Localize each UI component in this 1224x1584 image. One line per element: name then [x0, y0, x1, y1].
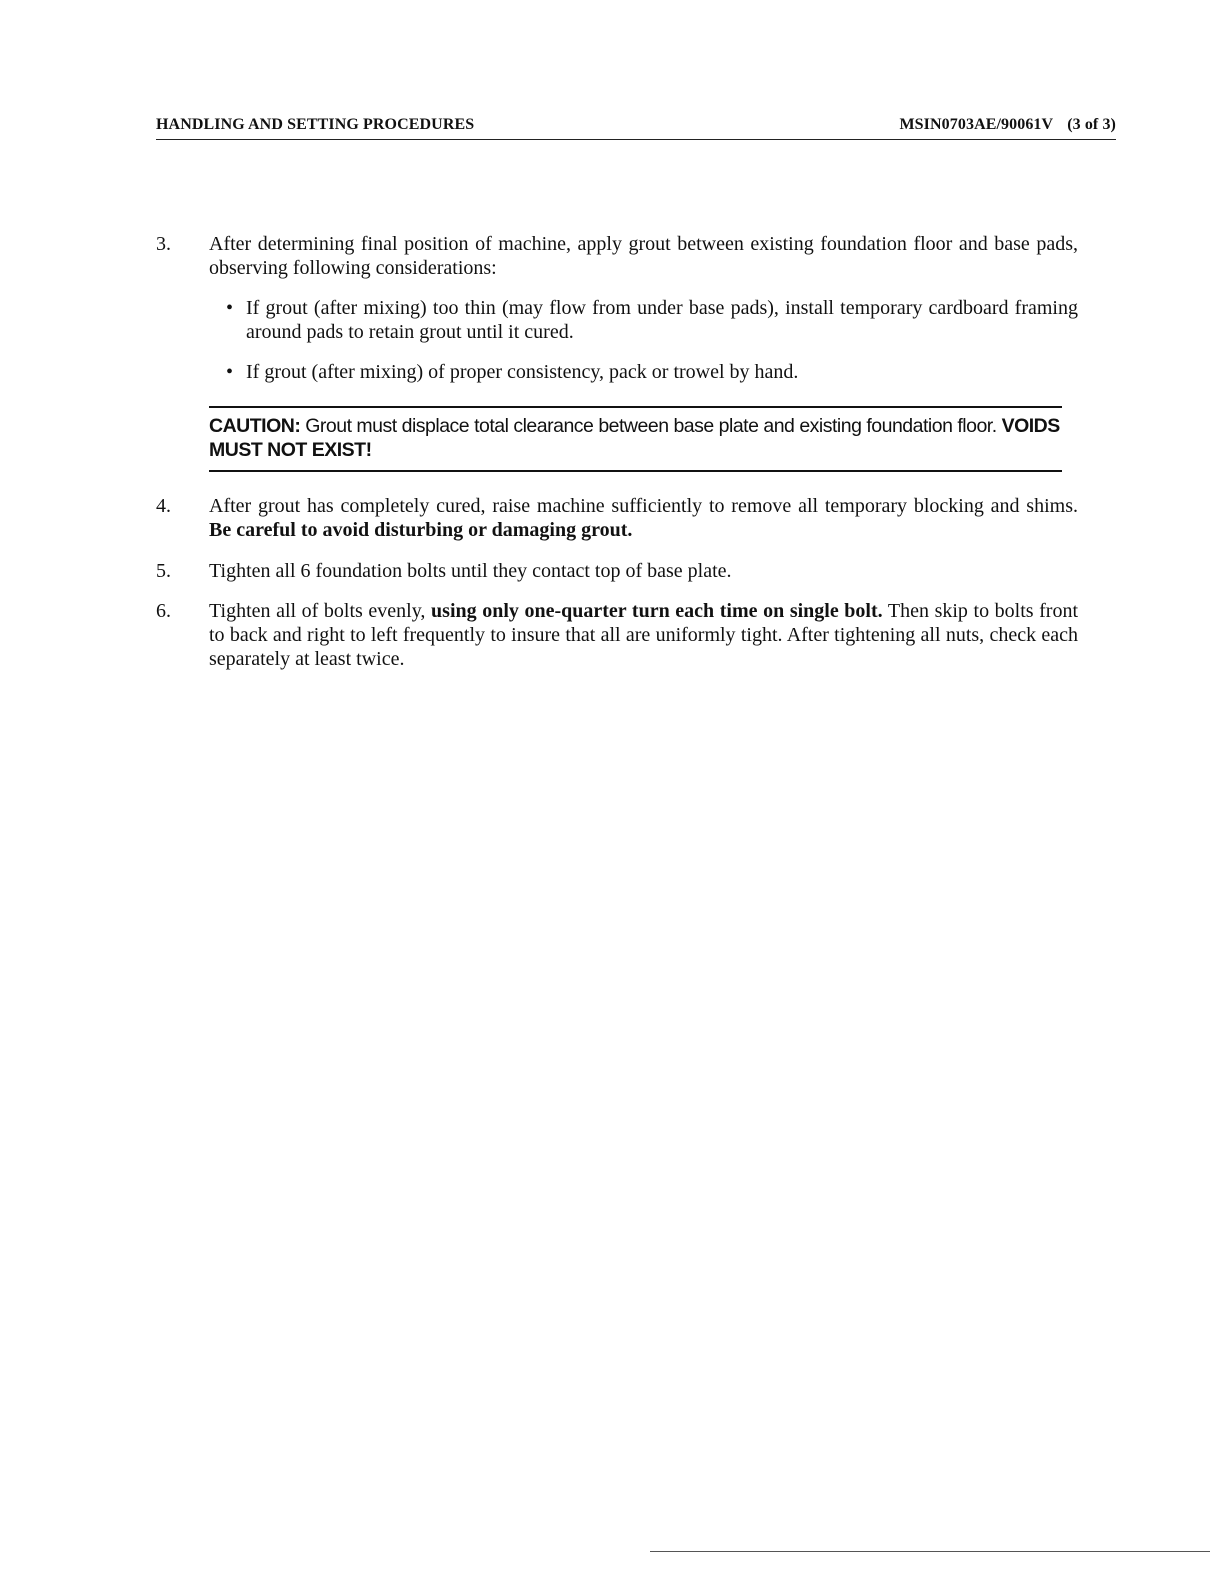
step-text: After determining final position of machine, apply grout between existing foundation floor and base pads, observing following considerations:	[209, 233, 1078, 279]
page-reference: (3 of 3)	[1067, 116, 1116, 133]
bullet-item-proper-grout	[226, 360, 1078, 384]
step-3	[156, 232, 1078, 280]
step-text-bold: Be careful to avoid disturbing or damaging grout.	[209, 519, 633, 541]
step-text-plain: After grout has completely cured, raise machine sufficiently to remove all temporary blocking and shims.	[209, 495, 1078, 517]
header-right	[899, 116, 1116, 134]
step-6	[156, 599, 1078, 671]
footer-rule	[650, 1551, 1210, 1552]
step-number: 5.	[156, 560, 171, 582]
bullet-item-thin-grout	[226, 296, 1078, 344]
step-text	[209, 599, 1078, 671]
step-text-bold: using only one-quarter turn each time on single bolt.	[431, 600, 883, 622]
step-number: 6.	[156, 600, 171, 622]
header-title: HANDLING AND SETTING PROCEDURES	[156, 116, 475, 133]
step-text-after: Then skip to bolts front to back and right to left frequently to insure that all are uniformly tight. After tightening all nuts, check each separately at least twice.	[209, 600, 1079, 670]
page-header	[156, 116, 1116, 134]
caution-box	[209, 406, 1062, 472]
header-rule	[156, 139, 1116, 140]
step-number: 3.	[156, 233, 171, 255]
step-text-before: Tighten all of bolts evenly,	[209, 600, 426, 622]
document-number: MSIN0703AE/90061V	[899, 116, 1054, 133]
step-5	[156, 559, 1078, 583]
bullet-text: If grout (after mixing) too thin (may flow from under base pads), install temporary cardboard framing around pads to retain grout until it cured.	[246, 297, 1078, 343]
bullet-icon: •	[226, 361, 234, 383]
caution-label: CAUTION:	[209, 415, 301, 437]
step-text	[209, 494, 1078, 542]
step-number: 4.	[156, 495, 171, 517]
bullet-text: If grout (after mixing) of proper consistency, pack or trowel by hand.	[246, 361, 799, 383]
caution-emphasis: VOIDS MUST NOT EXIST!	[209, 415, 1060, 461]
step-4	[156, 494, 1078, 542]
caution-text: Grout must displace total clearance between base plate and existing foundation floor.	[305, 415, 997, 437]
step-text: Tighten all 6 foundation bolts until they contact top of base plate.	[209, 560, 732, 582]
bullet-icon: •	[226, 297, 234, 319]
